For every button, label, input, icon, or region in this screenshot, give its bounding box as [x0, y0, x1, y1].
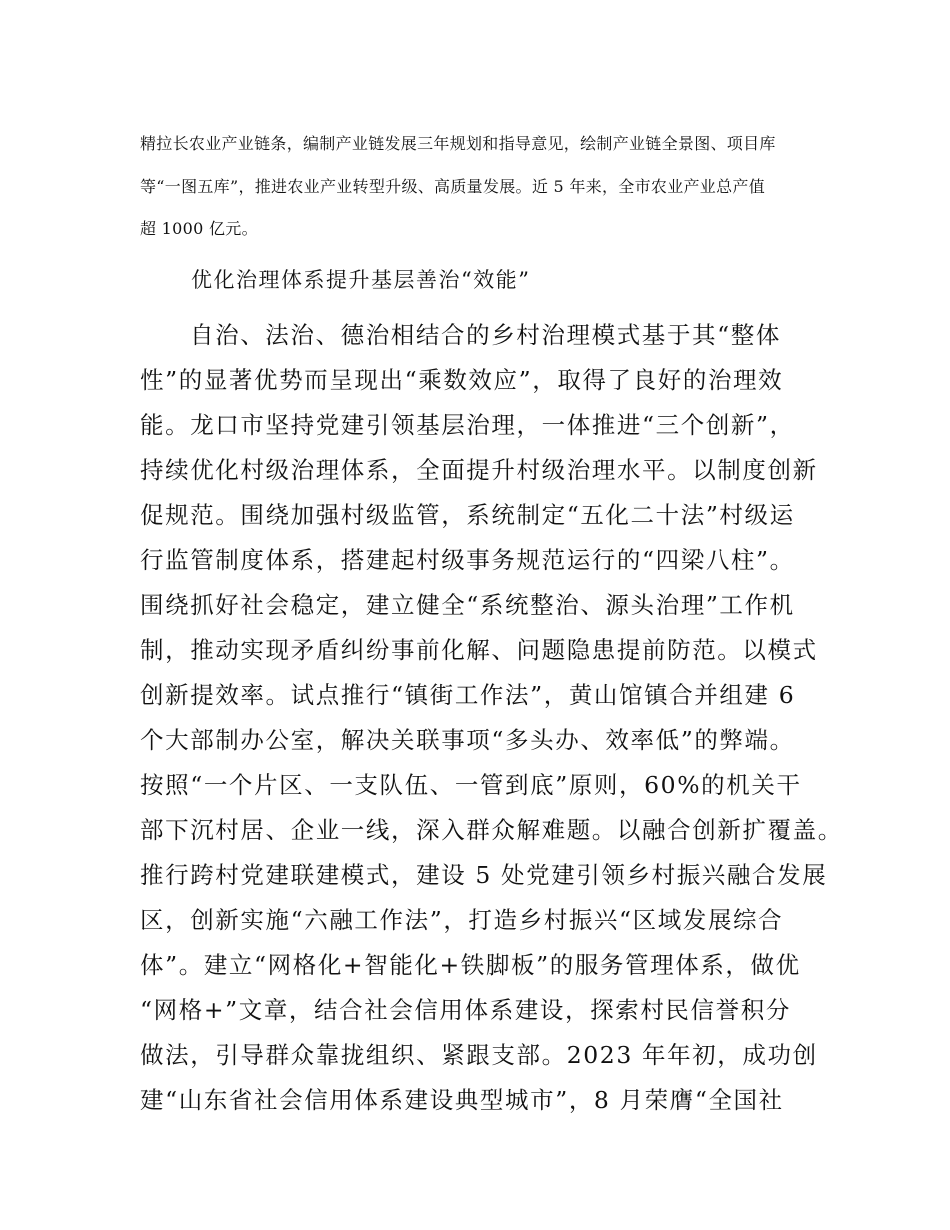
body-line-15: 体”。建立“网格化+智能化+铁脚板”的服务管理体系，做优 [140, 951, 801, 979]
body-line-16: “网格+”文章，结合社会信用体系建设，探索村民信誉积分 [140, 996, 791, 1024]
body-line-11: 按照“一个片区、一支队伍、一管到底”原则，60%的机关干 [140, 771, 802, 799]
body-line-5: 促规范。围绕加强村级监管，系统制定“五化二十法”村级运 [140, 501, 795, 529]
intro-line-1: 精拉长农业产业链条，编制产业链发展三年规划和指导意见，绘制产业链全景图、项目库 [140, 134, 776, 153]
body-line-9: 创新提效率。试点推行“镇街工作法”，黄山馆镇合并组建 6 [140, 681, 796, 709]
body-line-18: 建“山东省社会信用体系建设典型城市”，8 月荣膺“全国社 [140, 1086, 784, 1114]
body-line-2: 性”的显著优势而呈现出“乘数效应”，取得了良好的治理效 [140, 366, 784, 394]
body-line-14: 区，创新实施“六融工作法”，打造乡村振兴“区域发展综合 [140, 906, 784, 934]
body-line-4: 持续优化村级治理体系，全面提升村级治理水平。以制度创新 [140, 456, 818, 484]
body-line-8: 制，推动实现矛盾纠纷事前化解、问题隐患提前防范。以模式 [140, 636, 818, 664]
body-line-7: 围绕抓好社会稳定，建立健全“系统整治、源头治理”工作机 [140, 591, 795, 619]
body-line-10: 个大部制办公室，解决关联事项“多头办、效率低”的弊端。 [140, 726, 795, 754]
body-line-13: 推行跨村党建联建模式，建设 5 处党建引领乡村振兴融合发展 [140, 861, 828, 889]
body-line-6: 行监管制度体系，搭建起村级事务规范运行的“四梁八柱”。 [140, 546, 795, 574]
body-line-3: 能。龙口市坚持党建引领基层治理，一体推进“三个创新”， [140, 411, 795, 439]
section-heading: 优化治理体系提升基层善治“效能” [191, 268, 531, 292]
body-line-12: 部下沉村居、企业一线，深入群众解难题。以融合创新扩覆盖。 [140, 816, 843, 844]
body-line-1: 自治、法治、德治相结合的乡村治理模式基于其“整体 [190, 321, 781, 349]
intro-line-2: 等“一图五库”，推进农业产业转型升级、高质量发展。近 5 年来，全市农业产业总产值 [140, 177, 766, 196]
body-line-17: 做法，引导群众靠拢组织、紧跟支部。2023 年年初，成功创 [140, 1041, 818, 1069]
intro-line-3: 超 1000 亿元。 [140, 219, 258, 238]
